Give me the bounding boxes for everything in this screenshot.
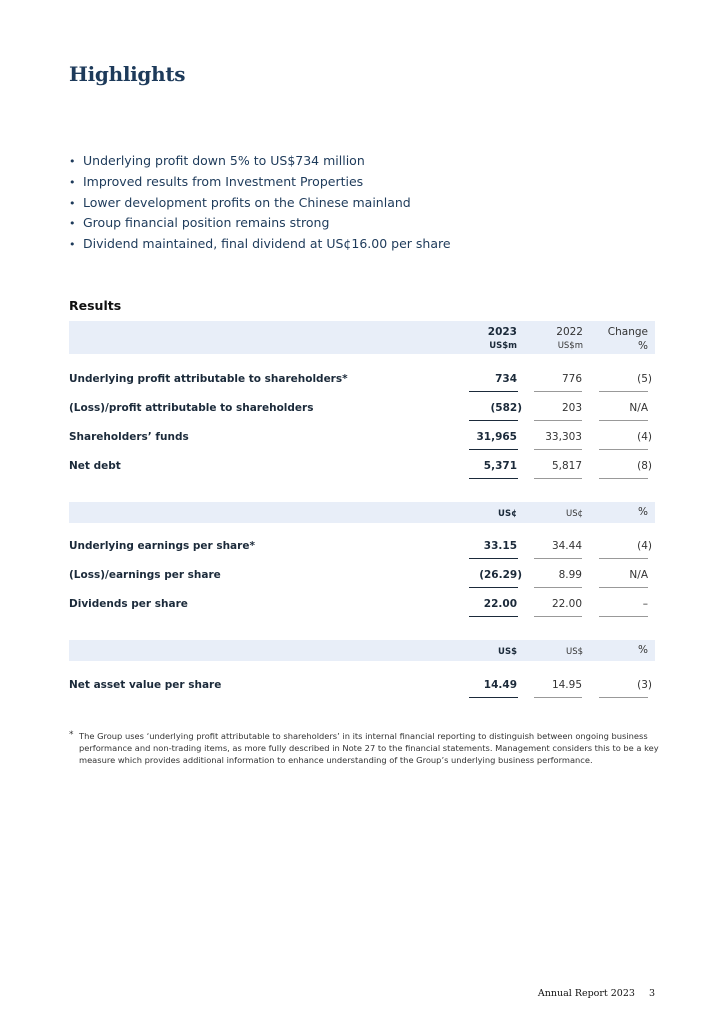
bullet-icon: •	[69, 238, 76, 252]
underline	[469, 616, 518, 617]
report-name: Annual Report 2023	[537, 988, 635, 999]
underline	[469, 449, 518, 450]
row-label: Underlying earnings per share*	[69, 540, 255, 552]
column-unit-change: %	[638, 644, 648, 656]
cell-2022: 22.00	[551, 598, 582, 610]
underline	[534, 697, 582, 698]
column-header-2023: 2023 US$m	[487, 326, 517, 351]
column-unit-2023: US$	[498, 647, 517, 657]
underline	[534, 420, 582, 421]
page-title: Highlights	[69, 62, 186, 86]
row-label: Net debt	[69, 460, 121, 472]
row-label: Shareholders’ funds	[69, 431, 189, 443]
row-label: (Loss)/earnings per share	[69, 569, 221, 581]
page-footer	[538, 988, 655, 999]
column-unit-2022: US¢	[565, 509, 583, 519]
row-label: Dividends per share	[69, 598, 188, 610]
cell-2023: 22.00	[483, 598, 517, 610]
footnote-text: The Group uses ‘underlying profit attributable to shareholders’ in its internal financial reporting to distinguish between ongoing business performance and non-trading items, as more fully described in Note 27 to the financial statements. Management considers this to be a key measure which provides additional information to enhance understanding of the Group’s underlying business performance.	[79, 731, 659, 766]
underline	[599, 449, 648, 450]
list-item: • Underlying profit down 5% to US$734 million	[69, 151, 451, 172]
cell-change: (5)	[637, 373, 652, 385]
column-unit-2023: US¢	[498, 509, 517, 519]
underline	[599, 478, 648, 479]
bullet-icon: •	[69, 155, 76, 168]
list-item: • Lower development profits on the Chinese mainland	[69, 193, 451, 214]
cell-2023: 33.15	[483, 540, 517, 552]
underline	[534, 449, 582, 450]
underline	[599, 697, 648, 698]
bullet-icon: •	[69, 196, 76, 210]
underline	[534, 558, 582, 559]
row-label: (Loss)/profit attributable to shareholders	[69, 402, 314, 414]
column-header-2022: 2022 US$m	[556, 326, 583, 351]
underline	[469, 420, 518, 421]
cell-2022: 14.95	[551, 679, 582, 691]
bullet-icon: •	[69, 175, 76, 189]
list-item: • Group financial position remains strong	[69, 213, 451, 234]
list-item: • Dividend maintained, final dividend at US¢16.00 per share	[69, 234, 451, 255]
cell-change: (4)	[637, 431, 652, 443]
cell-change: N/A	[629, 402, 648, 414]
column-header-change: Change %	[607, 326, 648, 352]
cell-change: N/A	[629, 569, 648, 581]
footnote-marker: *	[69, 730, 74, 740]
underline	[534, 616, 582, 617]
cell-2022: 5,817	[551, 460, 582, 472]
cell-change: (3)	[637, 679, 652, 691]
cell-2022: 203	[561, 402, 582, 414]
cell-2022: 8.99	[558, 569, 582, 581]
list-item: • Improved results from Investment Properties	[69, 172, 451, 193]
underline	[599, 616, 648, 617]
results-title: Results	[69, 298, 122, 313]
column-unit-2022: US$	[565, 647, 583, 657]
cell-change: –	[642, 598, 648, 610]
underline	[469, 391, 518, 392]
cell-2023: (582)	[490, 402, 522, 414]
cell-2022: 776	[561, 373, 582, 385]
cell-change: (4)	[637, 540, 652, 552]
cell-2023: 14.49	[483, 679, 517, 691]
underline	[534, 391, 582, 392]
footnote	[69, 730, 659, 767]
cell-2023: 31,965	[476, 431, 517, 443]
underline	[469, 558, 518, 559]
cell-2023: 734	[495, 373, 517, 385]
underline	[469, 697, 518, 698]
cell-2023: (26.29)	[479, 569, 522, 581]
cell-2022: 34.44	[551, 540, 582, 552]
underline	[534, 478, 582, 479]
column-unit-change: %	[638, 506, 648, 518]
row-label: Underlying profit attributable to shareholders*	[69, 373, 348, 385]
cell-2022: 33,303	[545, 431, 582, 443]
underline	[599, 587, 648, 588]
highlights-list	[69, 151, 451, 255]
underline	[469, 587, 518, 588]
underline	[599, 391, 648, 392]
underline	[599, 420, 648, 421]
underline	[534, 587, 582, 588]
underline	[469, 478, 518, 479]
row-label: Net asset value per share	[69, 679, 222, 691]
page-number: 3	[648, 988, 655, 999]
cell-change: (8)	[637, 460, 652, 472]
bullet-icon: •	[69, 217, 76, 231]
cell-2023: 5,371	[483, 460, 517, 472]
underline	[599, 558, 648, 559]
